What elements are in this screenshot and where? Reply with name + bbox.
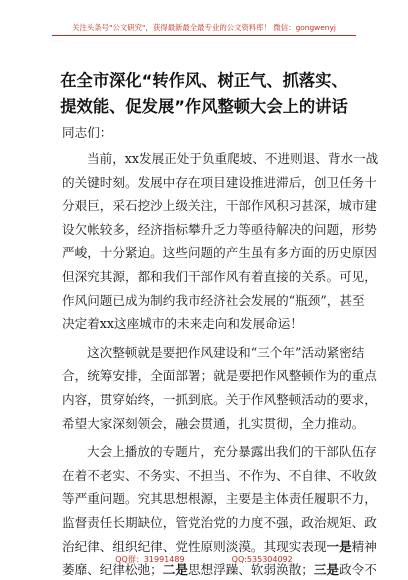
text-line: 分艰巨，采石挖沙上级关注，干部作风积习甚深，城市建 bbox=[62, 198, 377, 214]
text-run: 思想浮躁、软弱涣散； bbox=[187, 562, 314, 578]
title-line-2: 提效能、促发展”作风整顿大会上的讲话 bbox=[60, 97, 348, 116]
qq-group-text: QQ群：31991489 bbox=[115, 555, 185, 564]
text-line: 内容，贯穿始终，一抓到底。关于作风整顿活动的要求， bbox=[62, 391, 377, 407]
header-banner: 关注头条号"公文研究"，获得最新最全最专业的公文资料库！ 微信：gongwenyj bbox=[52, 21, 356, 36]
footer-contact bbox=[0, 553, 408, 567]
emphasis-one: 一是 bbox=[326, 538, 352, 554]
emphasis-three: 三是 bbox=[313, 562, 340, 578]
text-line: 作风问题已成为制约我市经济社会发展的“瓶颈”，甚至 bbox=[62, 292, 365, 308]
document-title bbox=[38, 68, 370, 120]
text-run: 治纪律、组织纪律、党性原则淡漠。其现实表现 bbox=[62, 538, 327, 554]
text-line: 当前，xx发展正处于负重爬坡、不进则退、背水一战 bbox=[87, 151, 379, 166]
text-line: 严峻，十分紧迫。这些问题的产生虽有多方面的历史原因 bbox=[62, 245, 377, 261]
text-run: 萎靡、纪律松弛； bbox=[62, 562, 163, 578]
emphasis-two: 二是 bbox=[162, 562, 188, 578]
text-line: 这次整顿就是要把作风建设和“三个年”活动紧密结 bbox=[87, 344, 365, 360]
text-line: 的关键时刻。发展中存在项目建设推进滞后，创卫任务十 bbox=[62, 174, 377, 190]
text-line: 监督责任长期缺位，管党治党的力度不强，政治规矩、政 bbox=[62, 514, 377, 530]
text-line: 决定着xx这座城市的未来走向和发展命运！ bbox=[62, 316, 303, 332]
paragraph-2 bbox=[62, 341, 377, 435]
title-line-1: 在全市深化“转作风、树正气、抓落实、 bbox=[60, 71, 348, 90]
document-body bbox=[62, 118, 379, 580]
text-line: 但深究其源，都和我们干部作风有着直接的关系。可见， bbox=[62, 268, 377, 284]
text-run: 政令不 bbox=[339, 562, 377, 578]
text-line: 等严重问题。究其思想根源，主要是主体责任履职不力， bbox=[62, 491, 377, 507]
text-run: 精神 bbox=[351, 538, 377, 554]
paragraph-1 bbox=[62, 147, 379, 336]
text-line: 大会上播放的专题片，充分暴露出我们的干部队伍存 bbox=[87, 444, 377, 460]
text-line: 设欠帐较多，经济指标攀升乏力等亟待解决的问题，形势 bbox=[62, 221, 377, 237]
text-line: 合，统筹安排，全面部署；就是要把作风整顿作为的重点 bbox=[62, 368, 377, 384]
salutation: 同志们： bbox=[62, 125, 113, 140]
text-line: 在着不老实、不务实、不担当、不作为、不自律、不收敛 bbox=[62, 467, 377, 483]
text-line: 希望大家深刻领会，融会贯通，扎实贯彻，全力推动。 bbox=[62, 415, 365, 431]
qq-number-text: QQ:535304092 bbox=[231, 555, 293, 564]
